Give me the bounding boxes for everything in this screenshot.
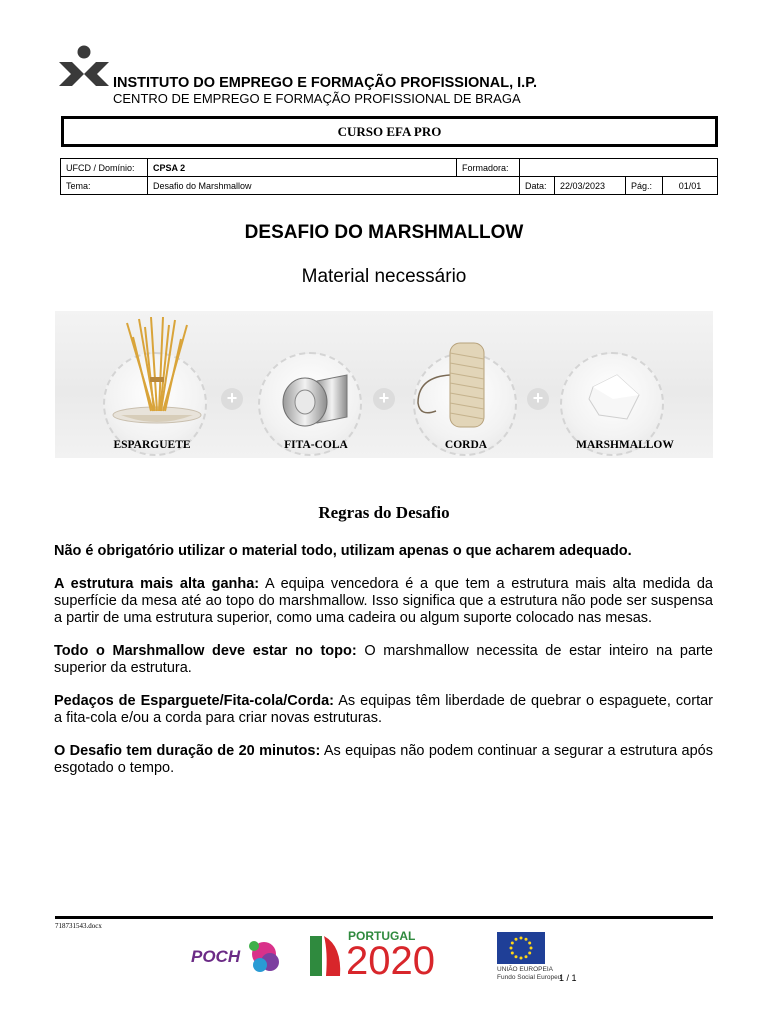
rule-heading: Todo o Marshmallow deve estar no topo: bbox=[54, 643, 357, 659]
page-number: 1 / 1 bbox=[559, 973, 577, 983]
rule-heading: Pedaços de Esparguete/Fita-cola/Corda: bbox=[54, 693, 334, 709]
rule-text: A equipa vencedora é a que tem a estrutura mais alta medida da superfície da mesa até ao topo do marshmallow. Isso significa que a estrutura não pode ser suspensa a partir de uma estrutura superior, como uma cadeira ou algum suporte colocado nas mesas. bbox=[54, 576, 713, 626]
rule-text: As equipas não podem continuar a segurar a estrutura após esgotado o tempo. bbox=[54, 743, 713, 776]
course-banner bbox=[61, 116, 718, 147]
page-label: Pág.: bbox=[626, 177, 663, 195]
tape-icon bbox=[277, 371, 349, 431]
eu-line-2: Fundo Social Europeu bbox=[497, 974, 562, 981]
footer-divider bbox=[55, 916, 713, 919]
iefp-logo bbox=[56, 44, 112, 92]
rule-item bbox=[54, 576, 713, 627]
plus-icon: + bbox=[527, 388, 549, 410]
theme-label: Tema: bbox=[61, 177, 148, 195]
page-title: DESAFIO DO MARSHMALLOW bbox=[244, 222, 524, 243]
eu-line-1: UNIÃO EUROPEIA bbox=[497, 966, 553, 973]
plus-icon: + bbox=[221, 388, 243, 410]
rules-intro: Não é obrigatório utilizar o material todo, utilizam apenas o que acharem adequado. bbox=[54, 543, 632, 559]
portugal-2020-logo bbox=[306, 928, 472, 982]
string-icon bbox=[410, 337, 510, 433]
document-reference: 718731543.docx bbox=[55, 922, 102, 930]
date-label: Data: bbox=[520, 177, 555, 195]
material-label-fita-cola: FITA-COLA bbox=[284, 439, 348, 451]
rules-body bbox=[54, 543, 713, 793]
portugal-wordmark: PORTUGAL bbox=[348, 929, 416, 943]
year-wordmark: 2020 bbox=[346, 939, 435, 983]
rule-heading: A estrutura mais alta ganha: bbox=[54, 576, 260, 592]
plus-icon: + bbox=[373, 388, 395, 410]
trainer-value bbox=[520, 159, 718, 177]
info-table bbox=[60, 158, 718, 195]
date-value: 22/03/2023 bbox=[555, 177, 626, 195]
rule-item bbox=[54, 643, 713, 677]
center-name: CENTRO DE EMPREGO E FORMAÇÃO PROFISSIONAL DE BRAGA bbox=[113, 91, 521, 106]
eu-text bbox=[497, 966, 561, 982]
rule-heading: O Desafio tem duração de 20 minutos: bbox=[54, 743, 321, 759]
institute-name: INSTITUTO DO EMPREGO E FORMAÇÃO PROFISSIONAL, I.P. bbox=[113, 75, 538, 91]
materials-heading: Material necessário bbox=[301, 266, 467, 287]
material-label-corda: CORDA bbox=[444, 439, 488, 451]
poch-logo bbox=[190, 936, 282, 978]
theme-value: Desafio do Marshmallow bbox=[148, 177, 520, 195]
material-label-marshmallow: MARSHMALLOW bbox=[576, 439, 674, 451]
marshmallow-icon bbox=[583, 369, 643, 425]
ufcd-label: UFCD / Domínio: bbox=[61, 159, 148, 177]
poch-wordmark: POCH bbox=[191, 947, 241, 966]
rules-title: Regras do Desafio bbox=[318, 503, 450, 522]
eu-flag-icon bbox=[497, 932, 545, 964]
ufcd-value: CPSA 2 bbox=[148, 159, 457, 177]
rule-text: As equipas têm liberdade de quebrar o espaguete, cortar a fita-cola e/ou a corda para criar novas estruturas. bbox=[54, 693, 713, 726]
rule-item bbox=[54, 743, 713, 777]
spaghetti-icon bbox=[107, 317, 207, 429]
trainer-label: Formadora: bbox=[457, 159, 520, 177]
material-label-esparguete: ESPARGUETE bbox=[113, 439, 191, 451]
rule-text: O marshmallow necessita de estar inteiro na parte superior da estrutura. bbox=[54, 643, 713, 676]
page-value: 01/01 bbox=[663, 177, 718, 195]
materials-banner bbox=[55, 311, 713, 458]
course-title: CURSO EFA PRO bbox=[337, 123, 442, 139]
rule-item bbox=[54, 693, 713, 727]
